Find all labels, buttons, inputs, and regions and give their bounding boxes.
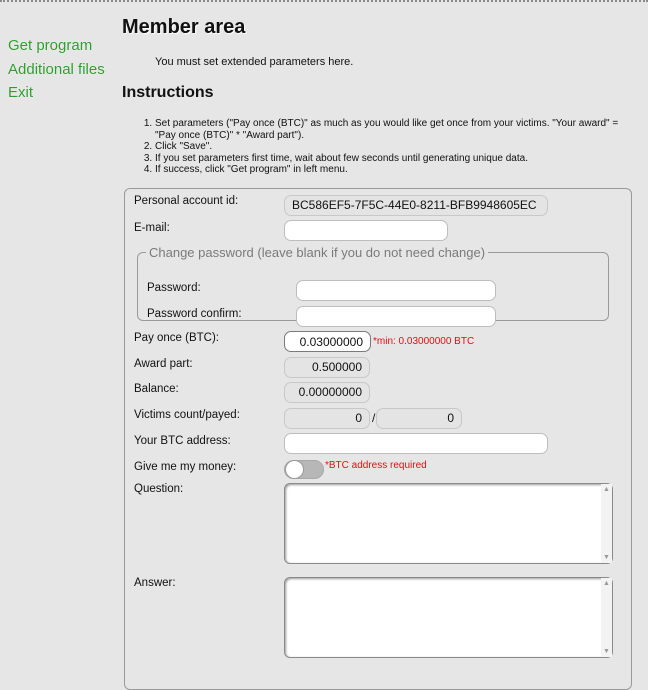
intro-text: You must set extended parameters here. [155, 56, 354, 68]
question-scrollbar[interactable] [601, 484, 612, 563]
settings-form [124, 188, 632, 690]
sidebar-item-get-program[interactable]: Get program [8, 37, 93, 54]
instruction-step: 1. Set parameters ("Pay once (BTC)" as much as you would like get once from your victims. "Your award" = "Pay once (BTC)" * "Award part"). [155, 118, 641, 141]
question-textarea[interactable] [284, 483, 613, 564]
password-label: Password: [147, 282, 201, 294]
page-title: Member area [122, 16, 246, 38]
pay-once-hint: *min: 0.03000000 BTC [373, 336, 475, 347]
instruction-step: 2. Click "Save". [155, 141, 641, 153]
pay-once-field[interactable] [284, 331, 371, 352]
change-password-legend: Change password (leave blank if you do not need change) [149, 245, 486, 260]
give-money-label: Give me my money: [134, 461, 237, 473]
answer-label: Answer: [134, 577, 176, 589]
btc-address-label: Your BTC address: [134, 435, 231, 447]
toggle-knob [285, 460, 304, 479]
pay-once-label: Pay once (BTC): [134, 332, 219, 344]
victims-payed-field: 0 [376, 408, 462, 429]
instruction-step: 3. If you set parameters first time, wait about few seconds until generating unique data. [155, 153, 641, 165]
account-id-field: BC586EF5-7F5C-44E0-8211-BFB9948605EC [284, 195, 548, 216]
btc-address-field[interactable] [284, 433, 548, 454]
account-id-label: Personal account id: [134, 195, 239, 207]
sidebar-item-additional-files[interactable]: Additional files [8, 60, 105, 78]
scroll-down-icon[interactable]: ▼ [603, 648, 610, 655]
answer-scrollbar[interactable] [601, 578, 612, 657]
password-confirm-label: Password confirm: [147, 308, 242, 320]
give-money-toggle[interactable] [284, 460, 324, 479]
balance-label: Balance: [134, 383, 179, 395]
scroll-up-icon[interactable]: ▲ [603, 580, 610, 587]
answer-textarea[interactable] [284, 577, 613, 658]
email-field[interactable] [284, 220, 448, 241]
sidebar-item-exit[interactable]: Exit [8, 84, 34, 101]
victims-label: Victims count/payed: [134, 409, 240, 421]
victims-count-field: 0 [284, 408, 370, 429]
victims-separator: / [372, 411, 376, 425]
top-dotted-border [0, 0, 648, 2]
award-part-label: Award part: [134, 358, 193, 370]
give-money-hint: *BTC address required [325, 460, 427, 471]
instruction-step: 4. If success, click "Get program" in left menu. [155, 164, 641, 176]
email-label: E-mail: [134, 222, 170, 234]
change-password-group [137, 245, 609, 321]
balance-field: 0.00000000 [284, 382, 370, 403]
award-part-field: 0.500000 [284, 357, 370, 378]
scroll-up-icon[interactable]: ▲ [603, 486, 610, 493]
instructions-heading: Instructions [122, 84, 214, 101]
instructions-list [139, 118, 641, 176]
sidebar-menu [8, 34, 118, 105]
scroll-down-icon[interactable]: ▼ [603, 554, 610, 561]
question-label: Question: [134, 483, 184, 495]
password-confirm-field[interactable] [296, 306, 496, 327]
password-field[interactable] [296, 280, 496, 301]
